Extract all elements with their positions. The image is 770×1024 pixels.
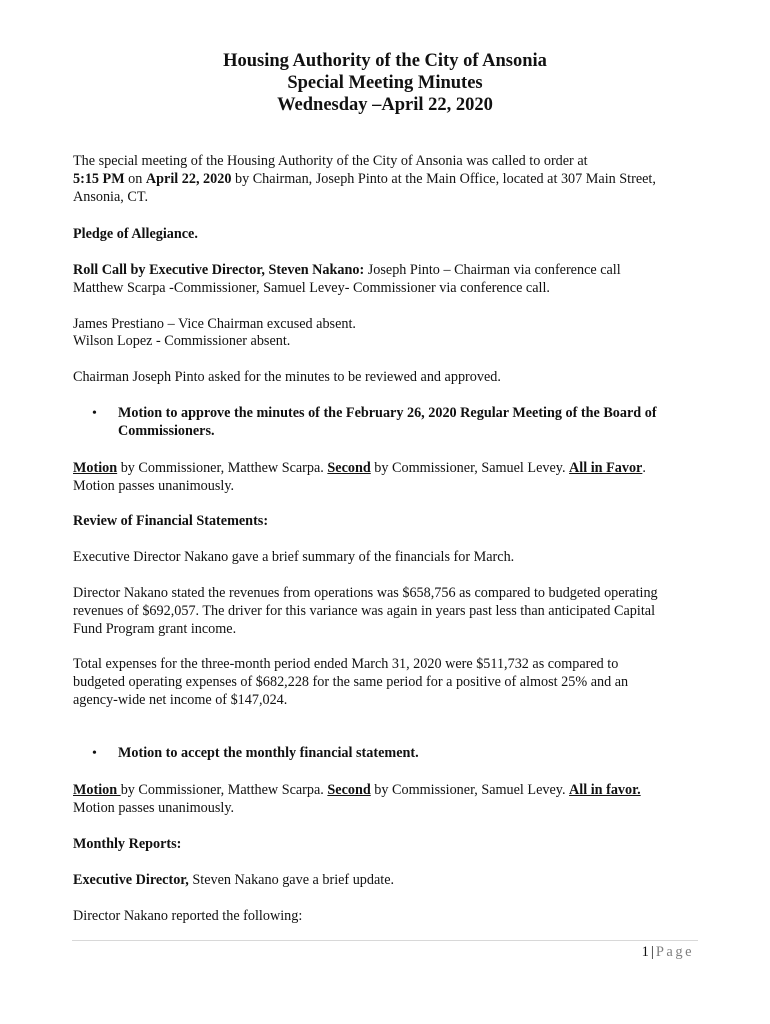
meeting-time: 5:15 PM [73,171,125,187]
all-in-favor-label: All in favor. [569,782,641,798]
motion-label: Motion [73,782,121,798]
vote-1-line-1 [73,460,646,478]
roll-call-line-2: Matthew Scarpa -Commissioner, Samuel Levey- Commissioner via conference call. [73,280,550,296]
page-footer [642,943,694,961]
revenues-line-3: Fund Program grant income. [73,621,237,637]
title-organization: Housing Authority of the City of Ansonia [223,51,547,71]
second-by: by Commissioner, Samuel Levey. [370,782,570,798]
roll-call-label: Roll Call by Executive Director, Steven Nakano: [73,262,365,278]
revenues-line-2: revenues of $692,057. The driver for this variance was again in years past less than anticipated Capital [73,603,656,619]
second-by: by Commissioner, Samuel Levey. [370,460,570,476]
motion-1-line-2: Commissioners. [118,423,215,439]
exec-director-label: Executive Director, [73,872,189,888]
intro-on: on [124,171,146,187]
expenses-line-3: agency-wide net income of $147,024. [73,692,288,708]
page-number: 1 [641,944,649,960]
document-title [0,50,770,116]
title-meeting-type: Special Meeting Minutes [287,73,483,93]
motion-by: by Commissioner, Matthew Scarpa. [120,782,328,798]
vote-1-line-2: Motion passes unanimously. [73,478,235,494]
revenues-line-1: Director Nakano stated the revenues from operations was $658,756 as compared to budgeted operating [73,585,658,601]
roll-call-line-1 [73,262,621,280]
motion-2-line-1: Motion to accept the monthly financial statement. [118,745,419,761]
title-date: Wednesday –April 22, 2020 [277,95,493,115]
chairman-request: Chairman Joseph Pinto asked for the minutes to be reviewed and approved. [73,369,501,385]
bullet-icon: • [92,406,97,421]
second-label: Second [327,460,371,476]
motion-label: Motion [73,460,118,476]
meeting-date: April 22, 2020 [145,171,232,187]
motion-by: by Commissioner, Matthew Scarpa. [117,460,328,476]
vote-2-line-1 [73,782,641,800]
bullet-icon: • [92,746,97,761]
pledge-heading: Pledge of Allegiance. [73,226,198,242]
intro-line-2 [73,171,656,189]
footer-divider [72,940,698,941]
vote-2-line-2: Motion passes unanimously. [73,800,235,816]
absent-line-2: Wilson Lopez - Commissioner absent. [73,333,291,349]
footer-separator: | [650,944,654,960]
expenses-line-1: Total expenses for the three-month period ended March 31, 2020 were $511,732 as compared to [73,656,619,672]
intro-line-2-rest: by Chairman, Joseph Pinto at the Main Office, located at 307 Main Street, [231,171,656,187]
financial-heading: Review of Financial Statements: [73,513,269,529]
exec-director-update [73,872,394,890]
reported-following: Director Nakano reported the following: [73,908,303,924]
page-label: Page [655,944,694,960]
second-label: Second [327,782,371,798]
intro-line-3: Ansonia, CT. [73,189,149,205]
monthly-reports-heading: Monthly Reports: [73,836,182,852]
expenses-line-2: budgeted operating expenses of $682,228 for the same period for a positive of almost 25% and an [73,674,629,690]
favor-period: . [642,460,646,476]
absent-line-1: James Prestiano – Vice Chairman excused absent. [73,316,356,332]
all-in-favor-label: All in Favor [569,460,643,476]
roll-call-line-1-rest: Joseph Pinto – Chairman via conference call [364,262,621,278]
intro-line-1: The special meeting of the Housing Authority of the City of Ansonia was called to order at [73,153,588,169]
motion-1-line-1: Motion to approve the minutes of the February 26, 2020 Regular Meeting of the Board of [118,405,657,421]
exec-director-rest: Steven Nakano gave a brief update. [188,872,395,888]
financial-summary: Executive Director Nakano gave a brief summary of the financials for March. [73,549,515,565]
